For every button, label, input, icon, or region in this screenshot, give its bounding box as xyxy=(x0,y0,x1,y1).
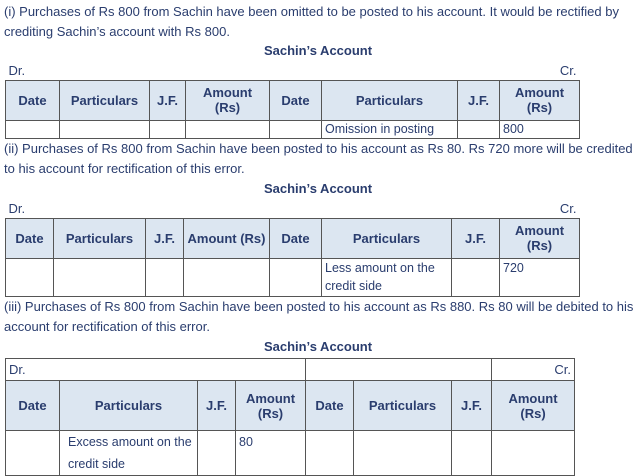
cr-label: Cr. xyxy=(559,201,577,217)
header-date: Date xyxy=(270,218,322,258)
cell xyxy=(146,258,184,296)
cell xyxy=(60,120,150,138)
cell xyxy=(452,258,500,296)
dr-label: Dr. xyxy=(6,359,306,381)
cr-particulars: Omission in posting xyxy=(322,120,458,138)
section3-ledger xyxy=(5,358,575,476)
header-jf: J.F. xyxy=(198,381,236,431)
cell xyxy=(452,431,492,476)
cell xyxy=(492,431,575,476)
cell xyxy=(270,120,322,138)
cell xyxy=(198,431,236,476)
cr-particulars: Less amount on the credit side xyxy=(322,258,452,296)
section2-ledger xyxy=(5,200,580,297)
cr-amount: 800 xyxy=(500,120,580,138)
cr-amount: 720 xyxy=(500,258,580,296)
header-date: Date xyxy=(306,381,354,431)
cell xyxy=(6,431,60,476)
cell xyxy=(354,431,452,476)
cr-label: Cr. xyxy=(559,63,577,79)
header-amount: Amount (Rs) xyxy=(500,80,580,120)
cell xyxy=(184,258,270,296)
cr-label: Cr. xyxy=(492,359,575,381)
section2-text: (ii) Purchases of Rs 800 from Sachin have been posted to his account as Rs 80. Rs 720 more will be credited to his account for rectification of this error. xyxy=(4,141,633,176)
section1-title: Sachin’s Account xyxy=(263,43,373,58)
header-jf: J.F. xyxy=(150,80,186,120)
header-particulars: Particulars xyxy=(322,80,458,120)
dr-label: Dr. xyxy=(8,201,26,217)
header-date: Date xyxy=(6,80,60,120)
header-date: Date xyxy=(6,381,60,431)
header-amount: Amount (Rs) xyxy=(500,218,580,258)
header-amount: Amount (Rs) xyxy=(184,218,270,258)
header-particulars: Particulars xyxy=(322,218,452,258)
dr-label: Dr. xyxy=(8,63,26,79)
cell xyxy=(306,359,492,381)
header-date: Date xyxy=(270,80,322,120)
cell xyxy=(6,258,54,296)
header-date: Date xyxy=(6,218,54,258)
section1-text: (i) Purchases of Rs 800 from Sachin have been omitted to be posted to his account. It would be rectified by crediting Sachin’s account with Rs 800. xyxy=(4,4,619,39)
header-amount: Amount (Rs) xyxy=(492,381,575,431)
dr-amount: 80 xyxy=(236,431,306,476)
header-particulars: Particulars xyxy=(354,381,452,431)
section3-title: Sachin’s Account xyxy=(263,339,373,354)
header-particulars: Particulars xyxy=(60,80,150,120)
header-jf: J.F. xyxy=(458,80,500,120)
header-jf: J.F. xyxy=(146,218,184,258)
header-amount: Amount (Rs) xyxy=(186,80,270,120)
header-amount: Amount (Rs) xyxy=(236,381,306,431)
cell xyxy=(6,120,60,138)
cell xyxy=(54,258,146,296)
cell xyxy=(186,120,270,138)
section1-ledger xyxy=(5,62,580,139)
header-particulars: Particulars xyxy=(54,218,146,258)
header-jf: J.F. xyxy=(452,218,500,258)
cell xyxy=(306,431,354,476)
section3-text: (iii) Purchases of Rs 800 from Sachin have been posted to his account as Rs 880. Rs 80 will be debited to his account for rectification of this error. xyxy=(4,299,634,334)
section2-title: Sachin’s Account xyxy=(263,181,373,196)
dr-particulars: Excess amount on the credit side xyxy=(60,431,198,476)
cell xyxy=(150,120,186,138)
header-jf: J.F. xyxy=(452,381,492,431)
cell xyxy=(458,120,500,138)
header-particulars: Particulars xyxy=(60,381,198,431)
cell xyxy=(270,258,322,296)
